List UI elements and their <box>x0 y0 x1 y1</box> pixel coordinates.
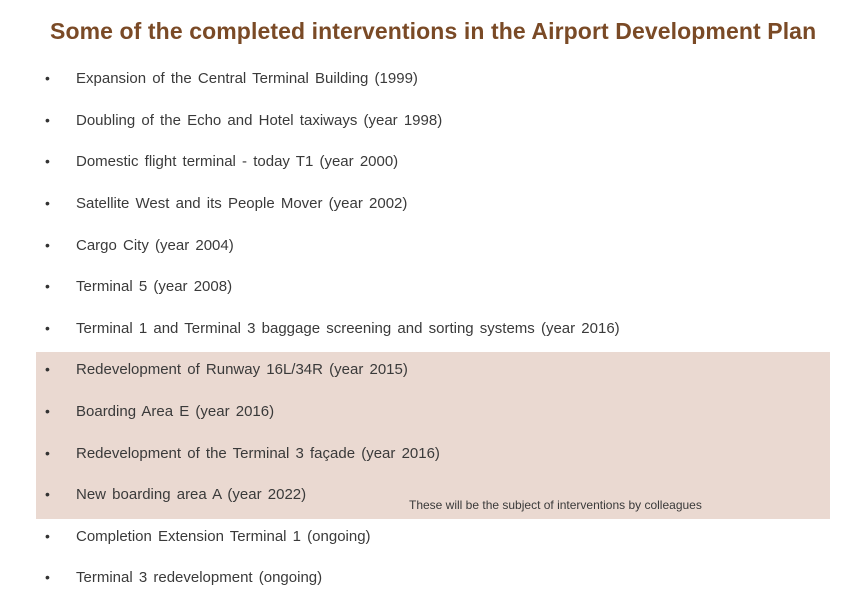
bullet-icon: • <box>45 445 50 461</box>
bullet-icon: • <box>45 320 50 336</box>
bullet-icon: • <box>45 569 50 585</box>
list-item <box>0 153 861 173</box>
page-title: Some of the completed interventions in the Airport Development Plan <box>50 18 817 44</box>
list-item <box>0 237 861 257</box>
list-item-label: Terminal 5 (year 2008) <box>76 278 233 295</box>
bullet-icon: • <box>45 153 50 169</box>
list-item-label: New boarding area A (year 2022) <box>76 486 307 503</box>
list-item <box>0 320 861 340</box>
list-item <box>0 195 861 215</box>
list-item-label: Doubling of the Echo and Hotel taxiways (year 1998) <box>76 112 443 129</box>
list-item <box>0 112 861 132</box>
list-item-label: Completion Extension Terminal 1 (ongoing) <box>76 528 371 545</box>
bullet-icon: • <box>45 361 50 377</box>
list-item <box>0 445 861 465</box>
list-item-label: Expansion of the Central Terminal Building (1999) <box>76 70 418 87</box>
bullet-icon: • <box>45 70 50 86</box>
list-item-label: Redevelopment of the Terminal 3 façade (year 2016) <box>76 445 440 462</box>
list-item <box>0 361 861 381</box>
bullet-icon: • <box>45 112 50 128</box>
list-item <box>0 569 861 589</box>
highlight-note: These will be the subject of interventions by colleagues <box>409 498 702 512</box>
bullet-icon: • <box>45 486 50 502</box>
list-item-label: Terminal 3 redevelopment (ongoing) <box>76 569 323 586</box>
bullet-icon: • <box>45 237 50 253</box>
list-item-label: Boarding Area E (year 2016) <box>76 403 275 420</box>
list-item-label: Terminal 1 and Terminal 3 baggage screening and sorting systems (year 2016) <box>76 320 620 337</box>
list-item-label: Satellite West and its People Mover (year 2002) <box>76 195 408 212</box>
bullet-icon: • <box>45 278 50 294</box>
bullet-icon: • <box>45 528 50 544</box>
list-item-label: Redevelopment of Runway 16L/34R (year 2015) <box>76 361 408 378</box>
list-item <box>0 70 861 90</box>
bullet-icon: • <box>45 195 50 211</box>
list-item-label: Domestic flight terminal - today T1 (year 2000) <box>76 153 399 170</box>
list-item <box>0 403 861 423</box>
list-item <box>0 528 861 548</box>
bullet-icon: • <box>45 403 50 419</box>
list-item <box>0 278 861 298</box>
list-item-label: Cargo City (year 2004) <box>76 237 234 254</box>
